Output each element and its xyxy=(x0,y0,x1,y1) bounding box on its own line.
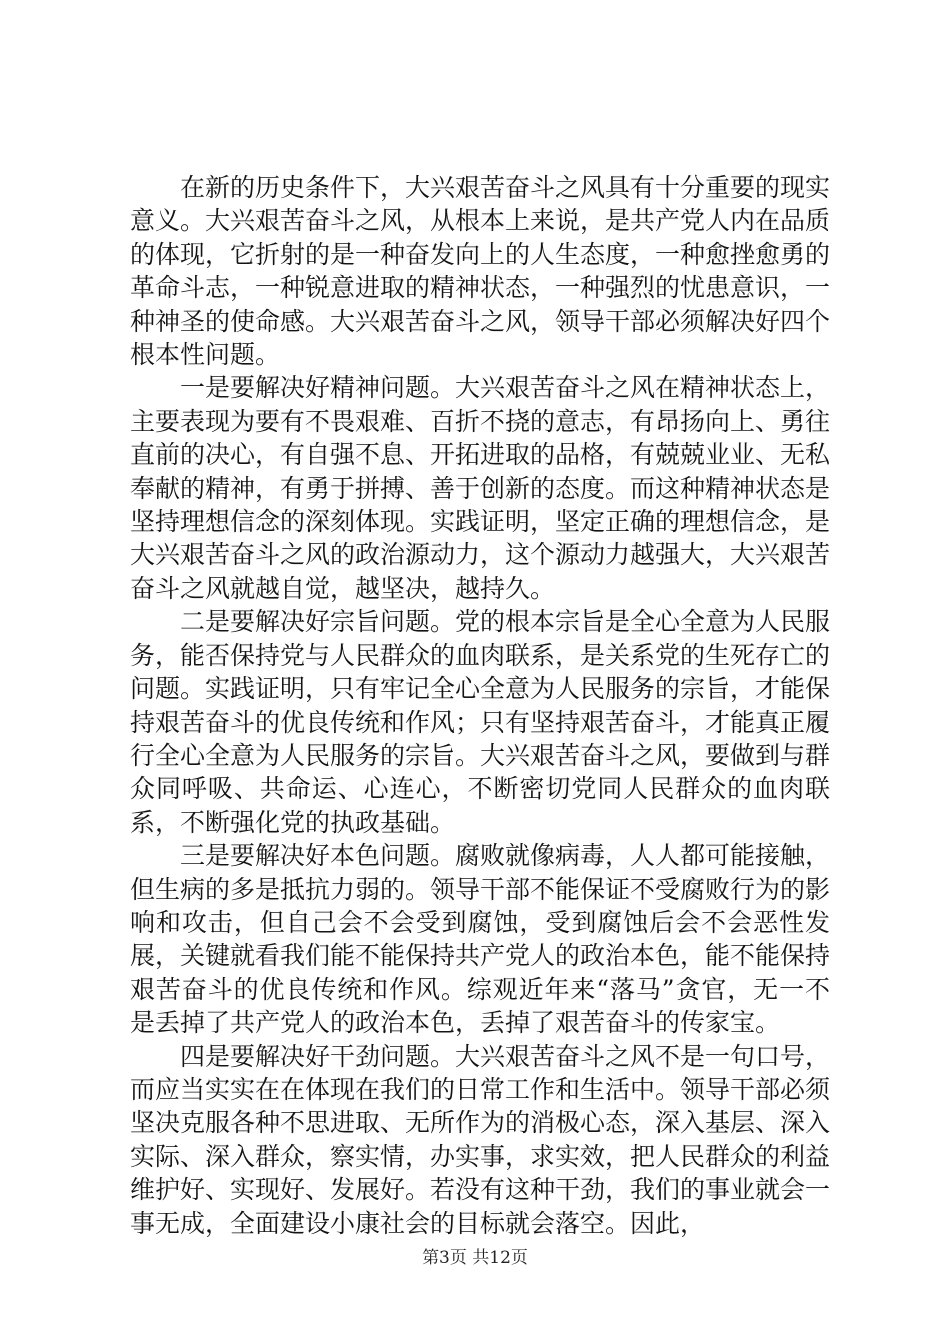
paragraph-purpose: 二是要解决好宗旨问题。党的根本宗旨是全心全意为人民服务，能否保持党与人民群众的血肉联系，是关系党的生死存亡的问题。实践证明，只有牢记全心全意为人民服务的宗旨，才能保持艰苦奋斗的优良传统和作风；只有坚持艰苦奋斗，才能真正履行全心全意为人民服务的宗旨。大兴艰苦奋斗之风，要做到与群众同呼吸、共命运、心连心，不断密切党同人民群众的血肉联系，不断强化党的执政基础。 xyxy=(130,607,831,837)
document-body xyxy=(130,171,830,1240)
paragraph-integrity: 三是要解决好本色问题。腐败就像病毒，人人都可能接触，但生病的多是抵抗力弱的。领导干部不能保证不受腐败行为的影响和攻击，但自己会不会受到腐蚀，受到腐蚀后会不会恶性发展，关键就看我们能不能保持共产党人的政治本色，能不能保持艰苦奋斗的优良传统和作风。综观近年来“落马”贪官，无一不是丢掉了共产党人的政治本色，丢掉了艰苦奋斗的传家宝。 xyxy=(130,841,831,1038)
page-number-footer: 第3页 共12页 xyxy=(422,1248,528,1268)
paragraph-intro: 在新的历史条件下，大兴艰苦奋斗之风具有十分重要的现实意义。大兴艰苦奋斗之风，从根本上来说，是共产党人内在品质的体现，它折射的是一种奋发向上的人生态度，一种愈挫愈勇的革命斗志，一种锐意进取的精神状态，一种强烈的忧患意识，一种神圣的使命感。大兴艰苦奋斗之风，领导干部必须解决好四个根本性问题。 xyxy=(130,173,831,370)
paragraph-drive: 四是要解决好干劲问题。大兴艰苦奋斗之风不是一句口号，而应当实实在在体现在我们的日常工作和生活中。领导干部必须坚决克服各种不思进取、无所作为的消极心态，深入基层、深入实际、深入群众，察实情，办实事，求实效，把人民群众的利益维护好、实现好、发展好。若没有这种干劲，我们的事业就会一事无成，全面建设小康社会的目标就会落空。因此， xyxy=(130,1041,831,1238)
paragraph-spirit: 一是要解决好精神问题。大兴艰苦奋斗之风在精神状态上，主要表现为要有不畏艰难、百折不挠的意志，有昂扬向上、勇往直前的决心，有自强不息、开拓进取的品格，有兢兢业业、无私奉献的精神，有勇于拼搏、善于创新的态度。而这种精神状态是坚持理想信念的深刻体现。实践证明，坚定正确的理想信念，是大兴艰苦奋斗之风的政治源动力，这个源动力越强大，大兴艰苦奋斗之风就越自觉，越坚决，越持久。 xyxy=(130,373,831,603)
